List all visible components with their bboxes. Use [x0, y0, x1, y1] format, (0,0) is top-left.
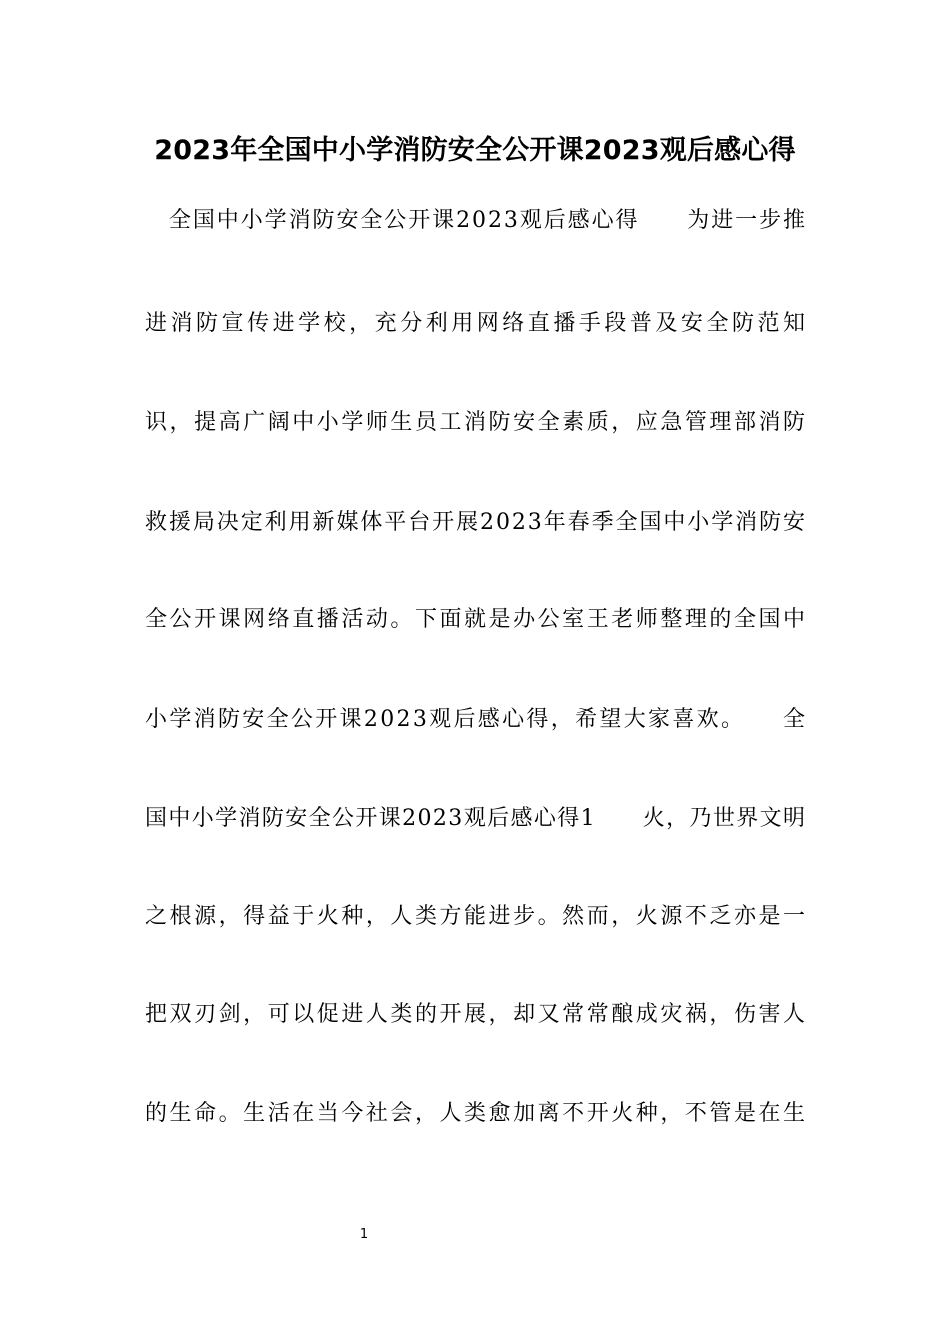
document-title: 2023年全国中小学消防安全公开课2023观后感心得	[154, 135, 796, 166]
body-line-7: 国中小学消防安全公开课2023观后感心得1 火，乃世界文明	[145, 806, 807, 831]
body-line-10: 的生命。生活在当今社会，人类愈加离不开火种，不管是在生	[145, 1101, 808, 1126]
body-line-2: 进消防宣传进学校，充分利用网络直播手段普及安全防范知	[145, 311, 809, 336]
body-line-3: 识，提高广阔中小学师生员工消防安全素质，应急管理部消防	[145, 410, 808, 435]
page-number: 1	[359, 1227, 369, 1242]
body-line-8: 之根源，得益于火种，人类方能进步。然而，火源不乏亦是一	[145, 904, 808, 929]
body-line-9: 把双刃剑，可以促进人类的开展，却又常常酿成灾祸，伤害人	[145, 1002, 808, 1027]
body-line-6: 小学消防安全公开课2023观后感心得，希望大家喜欢。 全	[145, 707, 808, 732]
body-line-1: 全国中小学消防安全公开课2023观后感心得 为进一步推	[145, 208, 807, 233]
body-line-4: 救援局决定利用新媒体平台开展2023年春季全国中小学消防安	[145, 510, 807, 535]
body-line-5: 全公开课网络直播活动。下面就是办公室王老师整理的全国中	[145, 607, 808, 632]
